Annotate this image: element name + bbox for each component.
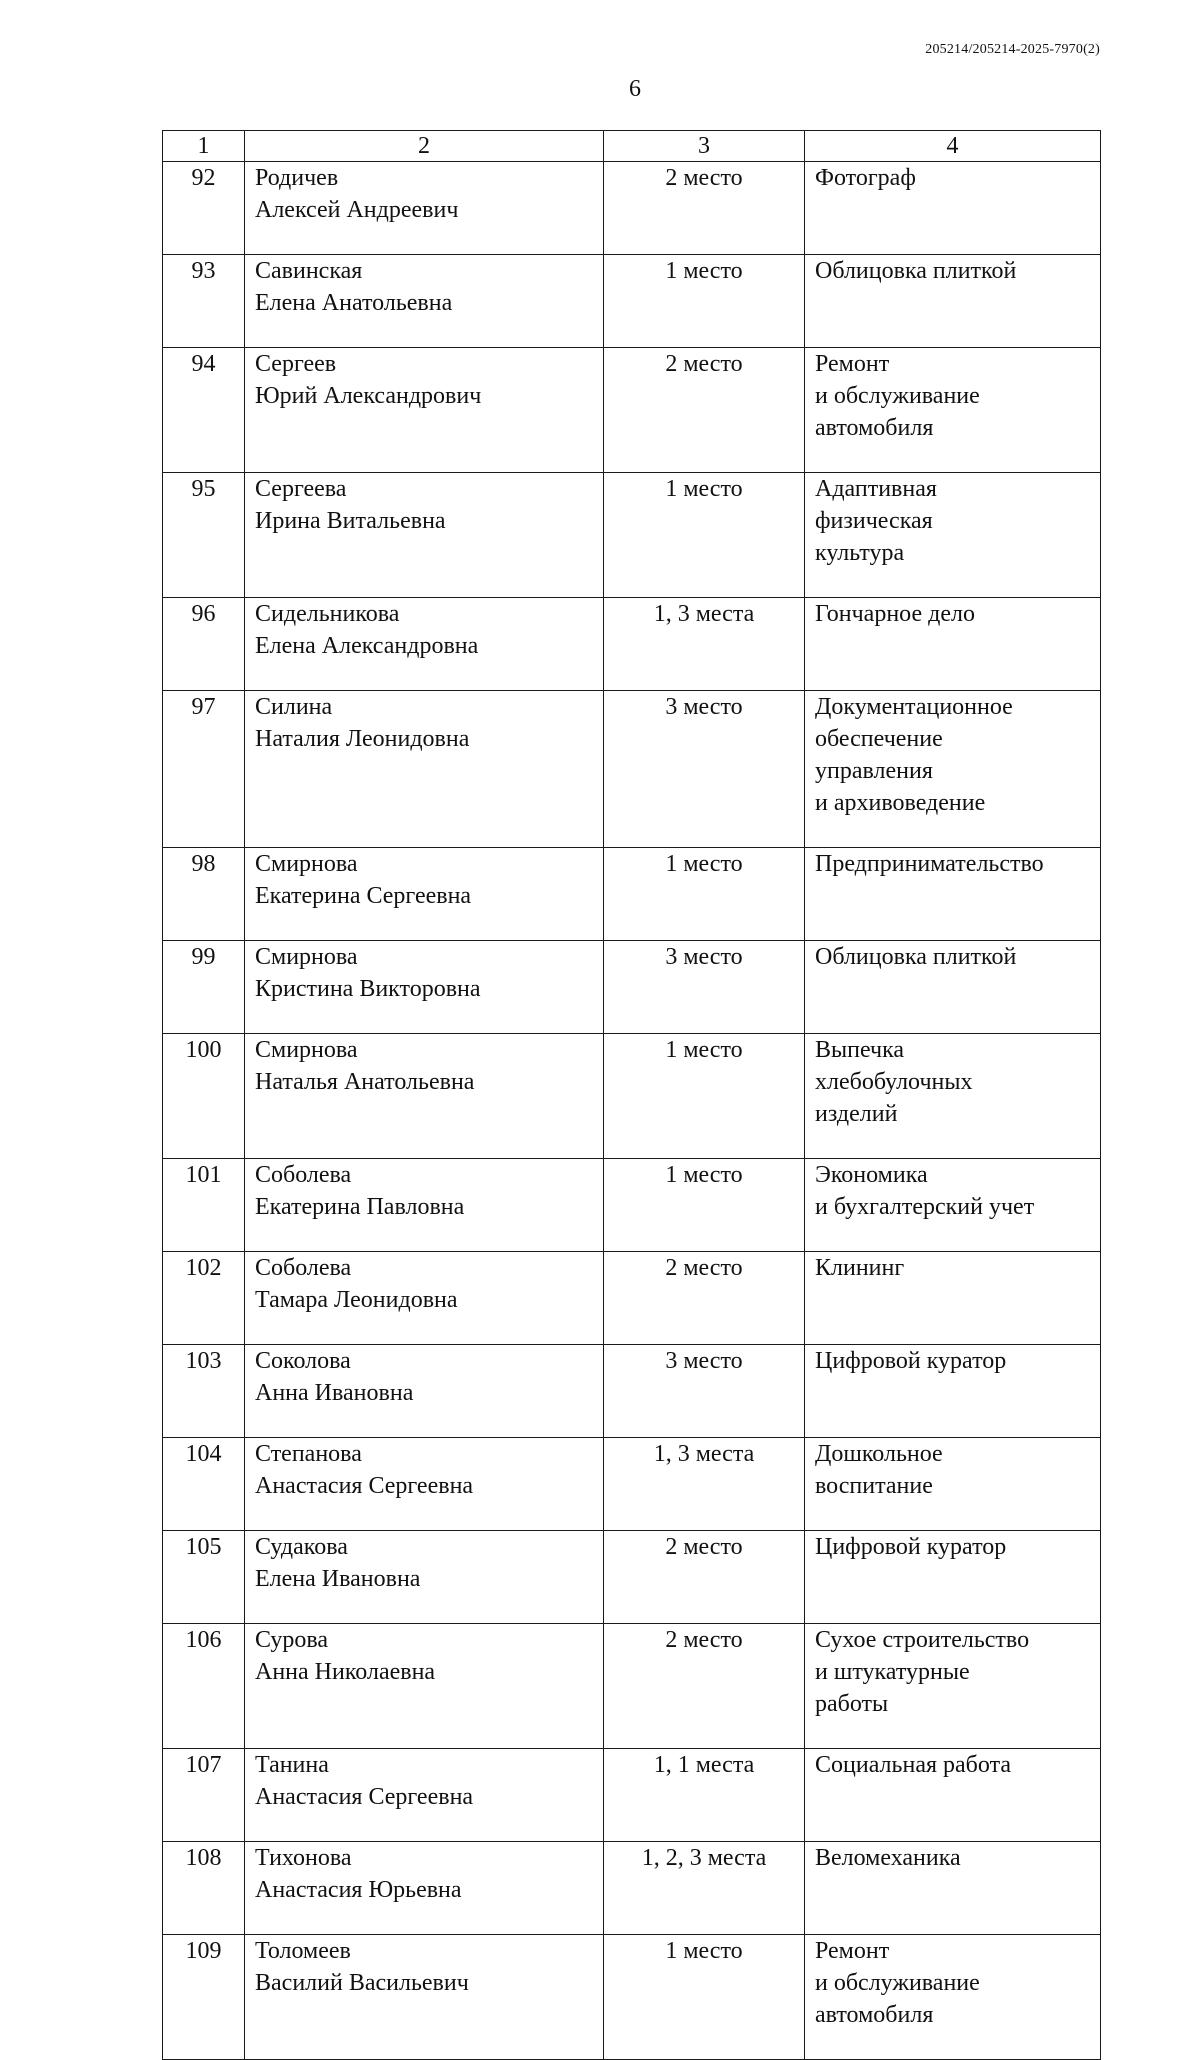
given-names: Алексей Андреевич	[255, 197, 459, 223]
column-header-1: 1	[163, 131, 245, 162]
participant-name	[245, 473, 604, 598]
given-names: Наталья Анатольевна	[255, 1069, 475, 1095]
place-awarded: 1 место	[604, 473, 805, 598]
place-awarded: 1, 2, 3 места	[604, 1842, 805, 1935]
row-number: 104	[163, 1438, 245, 1531]
place-awarded: 1 место	[604, 1159, 805, 1252]
given-names: Анастасия Юрьевна	[255, 1877, 462, 1903]
table-row	[163, 1438, 1101, 1531]
competency: Облицовка плиткой	[805, 941, 1101, 1034]
surname: Родичев	[255, 165, 339, 191]
document-id: 205214/205214-2025-7970(2)	[925, 42, 1100, 57]
surname: Степанова	[255, 1441, 362, 1467]
participant-name	[245, 162, 604, 255]
competency: Предпринимательство	[805, 848, 1101, 941]
given-names: Екатерина Сергеевна	[255, 883, 472, 909]
competency: Веломеханика	[805, 1842, 1101, 1935]
competency: Гончарное дело	[805, 598, 1101, 691]
row-number: 96	[163, 598, 245, 691]
table-row	[163, 1252, 1101, 1345]
given-names: Василий Васильевич	[255, 1970, 469, 1996]
given-names: Анна Ивановна	[255, 1380, 414, 1406]
surname: Сурова	[255, 1627, 329, 1653]
participant-name	[245, 348, 604, 473]
row-number: 92	[163, 162, 245, 255]
place-awarded: 1, 3 места	[604, 1438, 805, 1531]
surname: Сергеев	[255, 351, 337, 377]
row-number: 98	[163, 848, 245, 941]
row-number: 108	[163, 1842, 245, 1935]
place-awarded: 2 место	[604, 162, 805, 255]
participant-name	[245, 598, 604, 691]
competency: Экономика и бухгалтерский учет	[805, 1159, 1101, 1252]
competency: Дошкольное воспитание	[805, 1438, 1101, 1531]
surname: Смирнова	[255, 1037, 358, 1063]
table-row	[163, 691, 1101, 848]
row-number: 97	[163, 691, 245, 848]
given-names: Екатерина Павловна	[255, 1194, 465, 1220]
competency: Сухое строительство и штукатурные работы	[805, 1624, 1101, 1749]
given-names: Анастасия Сергеевна	[255, 1784, 474, 1810]
row-number: 109	[163, 1935, 245, 2060]
table-row	[163, 348, 1101, 473]
participant-name	[245, 1531, 604, 1624]
competency: Фотограф	[805, 162, 1101, 255]
place-awarded: 2 место	[604, 348, 805, 473]
surname: Соболева	[255, 1255, 352, 1281]
table-row	[163, 1624, 1101, 1749]
participant-name	[245, 691, 604, 848]
surname: Силина	[255, 694, 333, 720]
surname: Толомеев	[255, 1938, 351, 1964]
given-names: Юрий Александрович	[255, 383, 482, 409]
place-awarded: 2 место	[604, 1624, 805, 1749]
table-row	[163, 1345, 1101, 1438]
header-row	[163, 131, 1101, 162]
competency: Клининг	[805, 1252, 1101, 1345]
table-header	[163, 131, 1101, 162]
participant-name	[245, 1438, 604, 1531]
row-number: 94	[163, 348, 245, 473]
participant-name	[245, 1034, 604, 1159]
place-awarded: 1 место	[604, 1935, 805, 2060]
place-awarded: 1 место	[604, 1034, 805, 1159]
table-row	[163, 1034, 1101, 1159]
table-row	[163, 941, 1101, 1034]
place-awarded: 1 место	[604, 848, 805, 941]
given-names: Тамара Леонидовна	[255, 1287, 458, 1313]
surname: Судакова	[255, 1534, 348, 1560]
surname: Тихонова	[255, 1845, 352, 1871]
page-number: 6	[629, 76, 641, 102]
participant-name	[245, 1345, 604, 1438]
surname: Сергеева	[255, 476, 347, 502]
competency: Документационное обеспечение управления и архивоведение	[805, 691, 1101, 848]
competency: Цифровой куратор	[805, 1345, 1101, 1438]
surname: Смирнова	[255, 944, 358, 970]
table-row	[163, 1159, 1101, 1252]
surname: Савинская	[255, 258, 363, 284]
competency: Ремонт и обслуживание автомобиля	[805, 348, 1101, 473]
surname: Сидельникова	[255, 601, 400, 627]
competency: Выпечка хлебобулочных изделий	[805, 1034, 1101, 1159]
table-row	[163, 473, 1101, 598]
given-names: Елена Ивановна	[255, 1566, 421, 1592]
table-row	[163, 598, 1101, 691]
place-awarded: 3 место	[604, 941, 805, 1034]
column-header-2: 2	[245, 131, 604, 162]
place-awarded: 1 место	[604, 255, 805, 348]
column-header-3: 3	[604, 131, 805, 162]
competency: Цифровой куратор	[805, 1531, 1101, 1624]
participant-name	[245, 1159, 604, 1252]
row-number: 102	[163, 1252, 245, 1345]
table-row	[163, 1531, 1101, 1624]
row-number: 93	[163, 255, 245, 348]
participant-name	[245, 848, 604, 941]
table-body	[163, 162, 1101, 2060]
table-row	[163, 848, 1101, 941]
given-names: Анна Николаевна	[255, 1659, 436, 1685]
participant-name	[245, 1842, 604, 1935]
table-row	[163, 1935, 1101, 2060]
competency: Адаптивная физическая культура	[805, 473, 1101, 598]
competency: Социальная работа	[805, 1749, 1101, 1842]
competency: Облицовка плиткой	[805, 255, 1101, 348]
place-awarded: 3 место	[604, 1345, 805, 1438]
surname: Соколова	[255, 1348, 351, 1374]
participant-name	[245, 941, 604, 1034]
place-awarded: 1, 3 места	[604, 598, 805, 691]
place-awarded: 2 место	[604, 1531, 805, 1624]
column-header-4: 4	[805, 131, 1101, 162]
surname: Соболева	[255, 1162, 352, 1188]
row-number: 99	[163, 941, 245, 1034]
row-number: 103	[163, 1345, 245, 1438]
participant-name	[245, 255, 604, 348]
place-awarded: 2 место	[604, 1252, 805, 1345]
given-names: Анастасия Сергеевна	[255, 1473, 474, 1499]
row-number: 100	[163, 1034, 245, 1159]
table-row	[163, 1842, 1101, 1935]
given-names: Наталия Леонидовна	[255, 726, 470, 752]
table-row	[163, 255, 1101, 348]
competency: Ремонт и обслуживание автомобиля	[805, 1935, 1101, 2060]
participant-name	[245, 1252, 604, 1345]
surname: Танина	[255, 1752, 329, 1778]
given-names: Елена Александровна	[255, 633, 479, 659]
row-number: 107	[163, 1749, 245, 1842]
row-number: 105	[163, 1531, 245, 1624]
place-awarded: 3 место	[604, 691, 805, 848]
surname: Смирнова	[255, 851, 358, 877]
row-number: 95	[163, 473, 245, 598]
participant-name	[245, 1935, 604, 2060]
participant-name	[245, 1749, 604, 1842]
given-names: Ирина Витальевна	[255, 508, 446, 534]
participant-name	[245, 1624, 604, 1749]
table-row	[163, 1749, 1101, 1842]
winners-table	[162, 130, 1101, 2060]
row-number: 101	[163, 1159, 245, 1252]
table-row	[163, 162, 1101, 255]
given-names: Кристина Викторовна	[255, 976, 481, 1002]
place-awarded: 1, 1 места	[604, 1749, 805, 1842]
given-names: Елена Анатольевна	[255, 290, 453, 316]
row-number: 106	[163, 1624, 245, 1749]
